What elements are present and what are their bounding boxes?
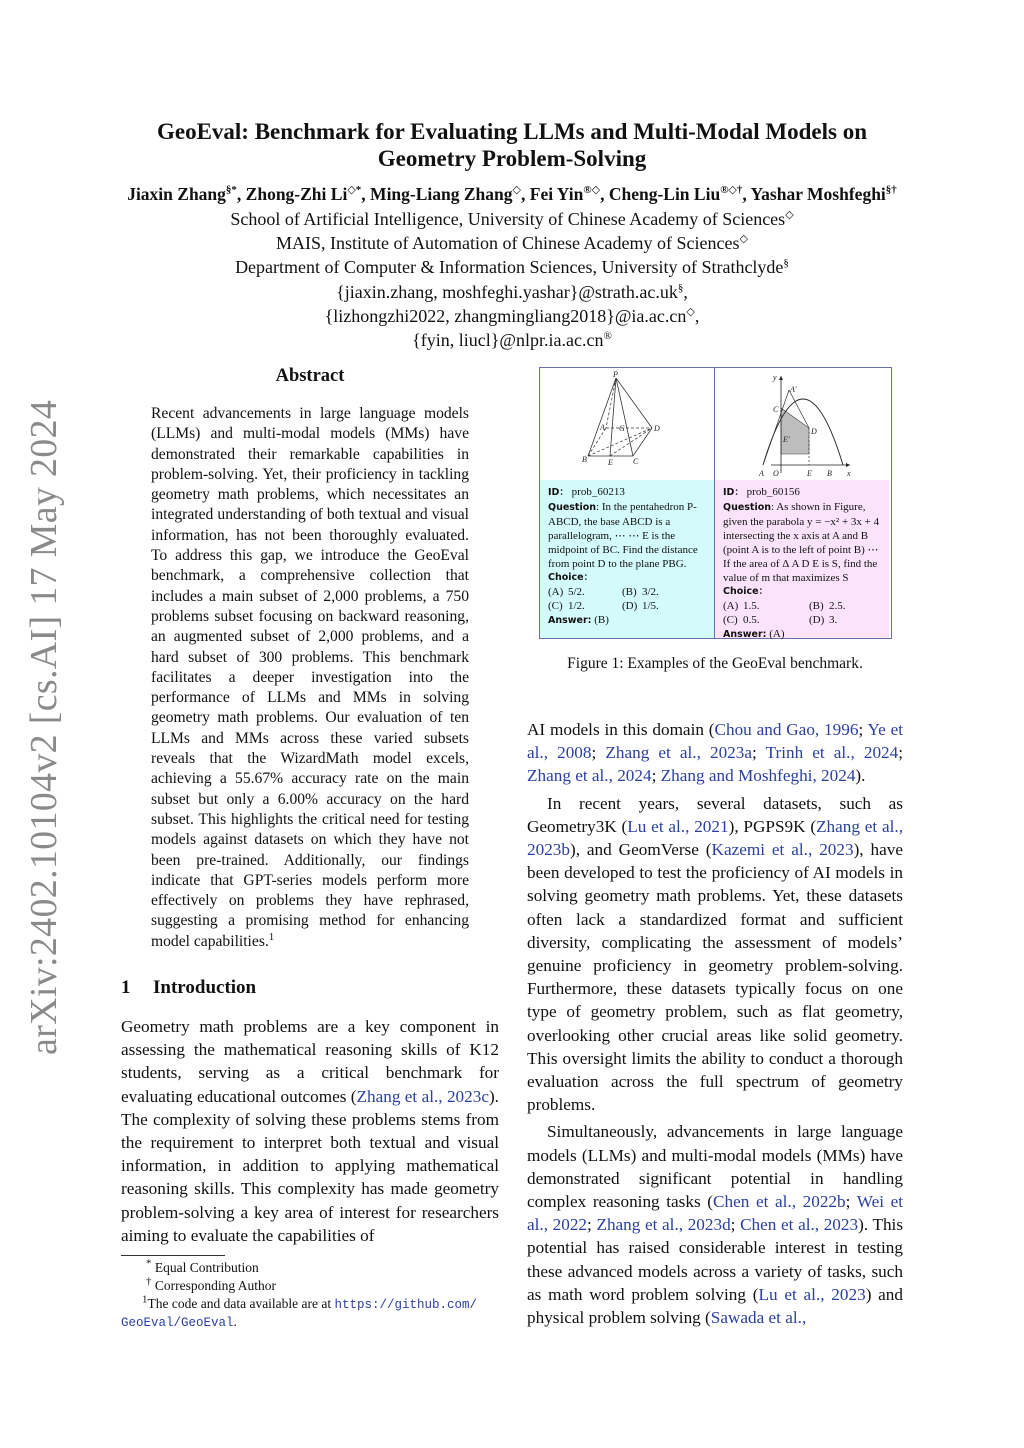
citation-link[interactable]: Lu et al., 2023 <box>758 1284 866 1304</box>
choice-row <box>723 613 885 627</box>
figure-1 <box>539 367 892 639</box>
point-label: O <box>773 469 779 478</box>
sep: ; <box>845 1192 857 1212</box>
shaded-region <box>781 408 809 454</box>
email-line <box>90 328 934 352</box>
point-label: G <box>619 424 625 433</box>
y-axis-arrow <box>779 376 783 380</box>
footnote-rule <box>121 1255 225 1256</box>
paragraph <box>527 1120 903 1329</box>
id-label: ID： <box>723 487 744 498</box>
footnote-mark: 1 <box>142 1293 148 1306</box>
paper-title <box>90 118 934 172</box>
choice-option: (C) <box>723 614 738 626</box>
choice-option: (B) <box>809 600 824 612</box>
point-label: E <box>807 469 812 478</box>
sep: ; <box>591 743 606 763</box>
point-label: C <box>773 405 779 414</box>
point-label: B <box>582 455 587 464</box>
id-label: ID： <box>548 487 569 498</box>
author-name: , Zhong-Zhi Li <box>236 184 348 204</box>
sep: ; <box>587 1215 597 1235</box>
email-punct: , <box>694 306 700 326</box>
author-mark: ®◇ <box>583 184 601 197</box>
email-text: {fyin, liucl}@nlpr.ia.ac.cn <box>412 330 604 350</box>
point-label: A <box>600 423 605 432</box>
email-mark: ® <box>603 330 612 342</box>
author-list <box>40 183 984 205</box>
citation-link[interactable]: Zhang et al., 2023b <box>527 816 903 860</box>
choice-row <box>723 599 885 613</box>
email-text: {lizhongzhi2022, zhangmingliang2018}@ia.ac.cn <box>324 306 687 326</box>
repo-link[interactable]: GeoEval/GeoEval <box>121 1316 234 1330</box>
pyramid-diagram <box>540 368 714 480</box>
paragraph <box>527 792 903 1117</box>
footnote-mark: * <box>146 1257 152 1270</box>
email-mark: § <box>677 282 684 294</box>
citation-link[interactable]: Wei et al., 2022 <box>527 1192 904 1235</box>
answer-label: Answer: <box>723 629 767 640</box>
email-mark: ◇ <box>686 306 695 318</box>
citation-link[interactable]: Chen et al., 2023 <box>740 1215 859 1235</box>
problem-info <box>715 480 889 638</box>
abstract-body <box>151 404 469 952</box>
choice-option: (A) <box>548 586 564 598</box>
citation-link[interactable]: Zhang and Moshfeghi, 2024 <box>660 766 856 786</box>
point-label: D <box>654 424 660 433</box>
point-label: B <box>827 469 832 478</box>
question-text: : As shown in Figure, given the parabola y = −x² + 3x + 4 intersecting the x axis at A and B (point A is to the left of point B) ⋯ If the area of Δ A D E is S, find the value of m that maximizes S <box>723 501 880 584</box>
footnote-cont <box>121 1313 511 1332</box>
email-line <box>90 280 934 304</box>
problem-info <box>540 480 714 638</box>
affiliation-text: MAIS, Institute of Automation of Chinese Academy of Sciences <box>276 233 740 253</box>
title-line-2: Geometry Problem-Solving <box>377 146 647 171</box>
affiliation-line <box>90 207 934 231</box>
answer-value: (B) <box>591 614 609 626</box>
x-axis-arrow <box>846 463 850 467</box>
choice-value: 3/2. <box>642 586 659 598</box>
footnote-text: Corresponding Author <box>154 1278 276 1293</box>
email-punct: , <box>683 282 688 302</box>
abstract-text: Recent advancements in large language models (LLMs) and multi-modal models (MMs) have demonstrated their remarkable capabilities in problem-solving. Yet, their proficiency in tackling geometry math problems, which necessitates an integrated understanding of both textual and visual information, has not been thoroughly evaluated. To address this gap, we introduce the GeoEval benchmark, a comprehensive collection that includes a main subset of 2,000 problems, a 750 problems subset focusing on backward reasoning, an augmented subset of 2,000 problems, and a hard subset of 300 problems. This benchmark facilitates a deeper investigation into the performance of LLMs and MMs in solving geometry math problems. Our evaluation of ten LLMs and MMs across these varied subsets reveals that the WizardMath model excels, achieving a 55.67% accuracy rate on the main subset but only a 6.00% accuracy on the hard subset. This highlights the critical need for testing models against datasets on which they have not been pre-trained. Additionally, our findings indicate that GPT-series models perform more effectively on problems they have rephrased, suggesting a promising method for enhancing model capabilities. <box>151 405 469 950</box>
intro-column-2 <box>527 718 903 1333</box>
question-label: Question <box>548 502 597 513</box>
choice-row <box>548 599 710 613</box>
abstract-heading: Abstract <box>275 366 345 386</box>
body-text: ). This potential has raised considerable interest in testing these advanced models across a variety of tasks, such as math word problem solving ( <box>527 1215 904 1304</box>
choice-option: (A) <box>723 600 739 612</box>
sep: ; <box>730 1215 741 1235</box>
email-text: {jiaxin.zhang, moshfeghi.yashar}@strath.ac.uk <box>336 282 678 302</box>
edge-pa <box>606 378 616 428</box>
body-text: Simultaneously, advancements in large language models (LLMs) and multi-modal models (MMs) have demonstrated significant potential in handling complex reasoning tasks ( <box>527 1122 903 1212</box>
author-name: , Ming-Liang Zhang <box>361 184 513 204</box>
affiliation-line <box>90 231 934 255</box>
pyramid-svg <box>540 368 714 480</box>
sep: ; <box>752 743 766 763</box>
citation-link[interactable]: Sawada et al., <box>710 1308 807 1328</box>
choice-value: 5/2. <box>568 586 585 598</box>
choice-option: (D) <box>809 614 825 626</box>
citation-link[interactable]: Kazemi et al., 2023 <box>711 840 854 860</box>
affiliation-line <box>90 255 934 279</box>
author-name: , Fei Yin <box>521 184 584 204</box>
body-text: ), PGPS9K ( <box>728 816 817 836</box>
sep: ; <box>858 720 868 739</box>
axis-label: y <box>773 373 777 382</box>
point-label: E′ <box>783 435 790 444</box>
edge-ed <box>610 428 652 456</box>
affiliation-mark: ◇ <box>785 209 794 221</box>
section-title: Introduction <box>153 977 257 998</box>
parabola-diagram <box>715 368 889 480</box>
choice-option: (D) <box>622 600 638 612</box>
edge-ab <box>588 428 606 456</box>
example-panel-right <box>715 368 889 638</box>
author-mark: ®◇† <box>720 184 743 197</box>
footnote-marker[interactable]: 1 <box>268 930 275 943</box>
choice-option: (C) <box>548 600 563 612</box>
problem-id: prob_60213 <box>571 486 625 498</box>
footnote <box>146 1259 536 1276</box>
edge-pe <box>610 378 616 456</box>
citation-link[interactable]: Zhang et al., 2024 <box>527 766 652 786</box>
point-label: A′ <box>790 385 797 394</box>
section-number: 1 <box>121 977 131 998</box>
point-label: P <box>613 370 618 379</box>
sep: ; <box>898 743 904 763</box>
point-label: E <box>608 458 613 467</box>
citation-link[interactable]: Chen et al., 2022b <box>713 1192 846 1212</box>
footnote-text: The code and data available are at <box>147 1296 335 1311</box>
choice-value: 0.5. <box>743 614 760 626</box>
citation-link[interactable]: Zhang et al., 2023d <box>596 1215 731 1235</box>
citation-link[interactable]: Trinh et al., 2024 <box>765 743 899 763</box>
axis-label: x <box>847 469 851 478</box>
point-label: D <box>811 427 817 436</box>
example-panel-left <box>540 368 714 638</box>
arxiv-identifier: arXiv:2402.10104v2 [cs.AI] 17 May 2024 <box>23 399 65 1055</box>
body-text: ) and physical problem solving ( <box>527 1284 903 1328</box>
question-label: Question <box>723 502 772 513</box>
answer-value: (A) <box>766 628 785 640</box>
author-mark: ◇* <box>347 184 362 197</box>
parabola-svg <box>715 368 889 480</box>
sep: ; <box>651 766 661 786</box>
choice-label: Choice： <box>723 586 769 597</box>
body-text: ). The complexity of solving these problems stems from the requirement to interpret both textual and visual information, in addition to applying mathematical reasoning skills. This complexity has made geometry problem-solving a key area of interest for researchers aiming to evaluate the capabilities of <box>121 1086 499 1245</box>
choice-value: 3. <box>829 614 838 626</box>
figure-caption: Figure 1: Examples of the GeoEval benchmark. <box>567 655 863 672</box>
body-text: In recent years, several datasets, such as Geometry3K ( <box>527 793 903 836</box>
footnote <box>142 1295 512 1314</box>
answer-label: Answer: <box>548 615 592 626</box>
affiliation-mark: § <box>783 257 789 269</box>
title-line-1: GeoEval: Benchmark for Evaluating LLMs and Multi-Modal Models on <box>156 119 868 144</box>
question-text: : In the pentahedron P-ABCD, the base ABCD is a parallelogram, ⋯ ⋯ E is the midpoint of BC. Find the distance from point D to the plane PBG. <box>548 501 698 570</box>
author-name: , Yashar Moshfeghi <box>742 184 886 204</box>
author-mark: ◇ <box>512 184 521 197</box>
affiliation-mark: ◇ <box>739 233 748 245</box>
problem-id: prob_60156 <box>746 486 800 498</box>
choice-value: 1/2. <box>568 600 585 612</box>
edge-cd <box>633 428 652 456</box>
choice-value: 1.5. <box>743 600 760 612</box>
edge-pb <box>588 378 616 456</box>
body-text: ), have been developed to test the proficiency of AI models in solving geometry math problems. Yet, these datasets often lack a standardized format and sufficient diversity, complicating the assessment of models’ genuine proficiency in geometry problem-solving. Furthermore, these datasets typically focus on one type of geometry problem, such as flat geometry, overlooking other crucial areas like solid geometry. This oversight limits the ability to conduct a thorough evaluation across the full spectrum of geometry problems. <box>527 840 903 1115</box>
body-text: AI models in this domain ( <box>527 720 715 739</box>
footnote-text: Equal Contribution <box>154 1260 259 1275</box>
author-mark: §* <box>225 184 237 197</box>
intro-paragraph <box>121 1015 499 1247</box>
point-label: C <box>633 457 639 466</box>
body-text: Geometry math problems are a key component in assessing the mathematical reasoning skills of K12 students, serving as a critical benchmark for evaluating educational outcomes ( <box>121 1017 499 1106</box>
citation-link[interactable]: Zhang et al., 2023a <box>605 743 752 763</box>
citation-link[interactable]: Zhang et al., 2023c <box>356 1086 489 1106</box>
affiliation-text: Department of Computer & Information Sciences, University of Strathclyde <box>235 257 784 277</box>
section-heading <box>121 977 256 999</box>
body-text: ), and GeomVerse ( <box>569 840 712 860</box>
citation-link[interactable]: Lu et al., 2021 <box>627 816 729 836</box>
author-mark: §† <box>885 184 897 197</box>
body-text: ). <box>855 766 866 786</box>
choice-value: 1/5. <box>642 600 659 612</box>
affiliation-text: School of Artificial Intelligence, University of Chinese Academy of Sciences <box>230 209 786 229</box>
paragraph <box>527 718 903 788</box>
email-line <box>90 304 934 328</box>
footnote-text: . <box>233 1314 237 1329</box>
author-name: Jiaxin Zhang <box>127 184 226 204</box>
choice-value: 2.5. <box>829 600 846 612</box>
choice-label: Choice： <box>548 572 594 583</box>
choice-option: (B) <box>622 586 637 598</box>
footnote <box>146 1277 536 1294</box>
citation-link[interactable]: Ye et al., 2008 <box>527 720 904 763</box>
repo-link[interactable]: https://github.com/ <box>334 1298 478 1312</box>
choice-row <box>548 585 710 599</box>
author-name: , Cheng-Lin Liu <box>600 184 721 204</box>
point-label: A <box>759 469 764 478</box>
citation-link[interactable]: Chou and Gao, 1996 <box>714 720 859 739</box>
footnote-mark: † <box>146 1275 152 1288</box>
